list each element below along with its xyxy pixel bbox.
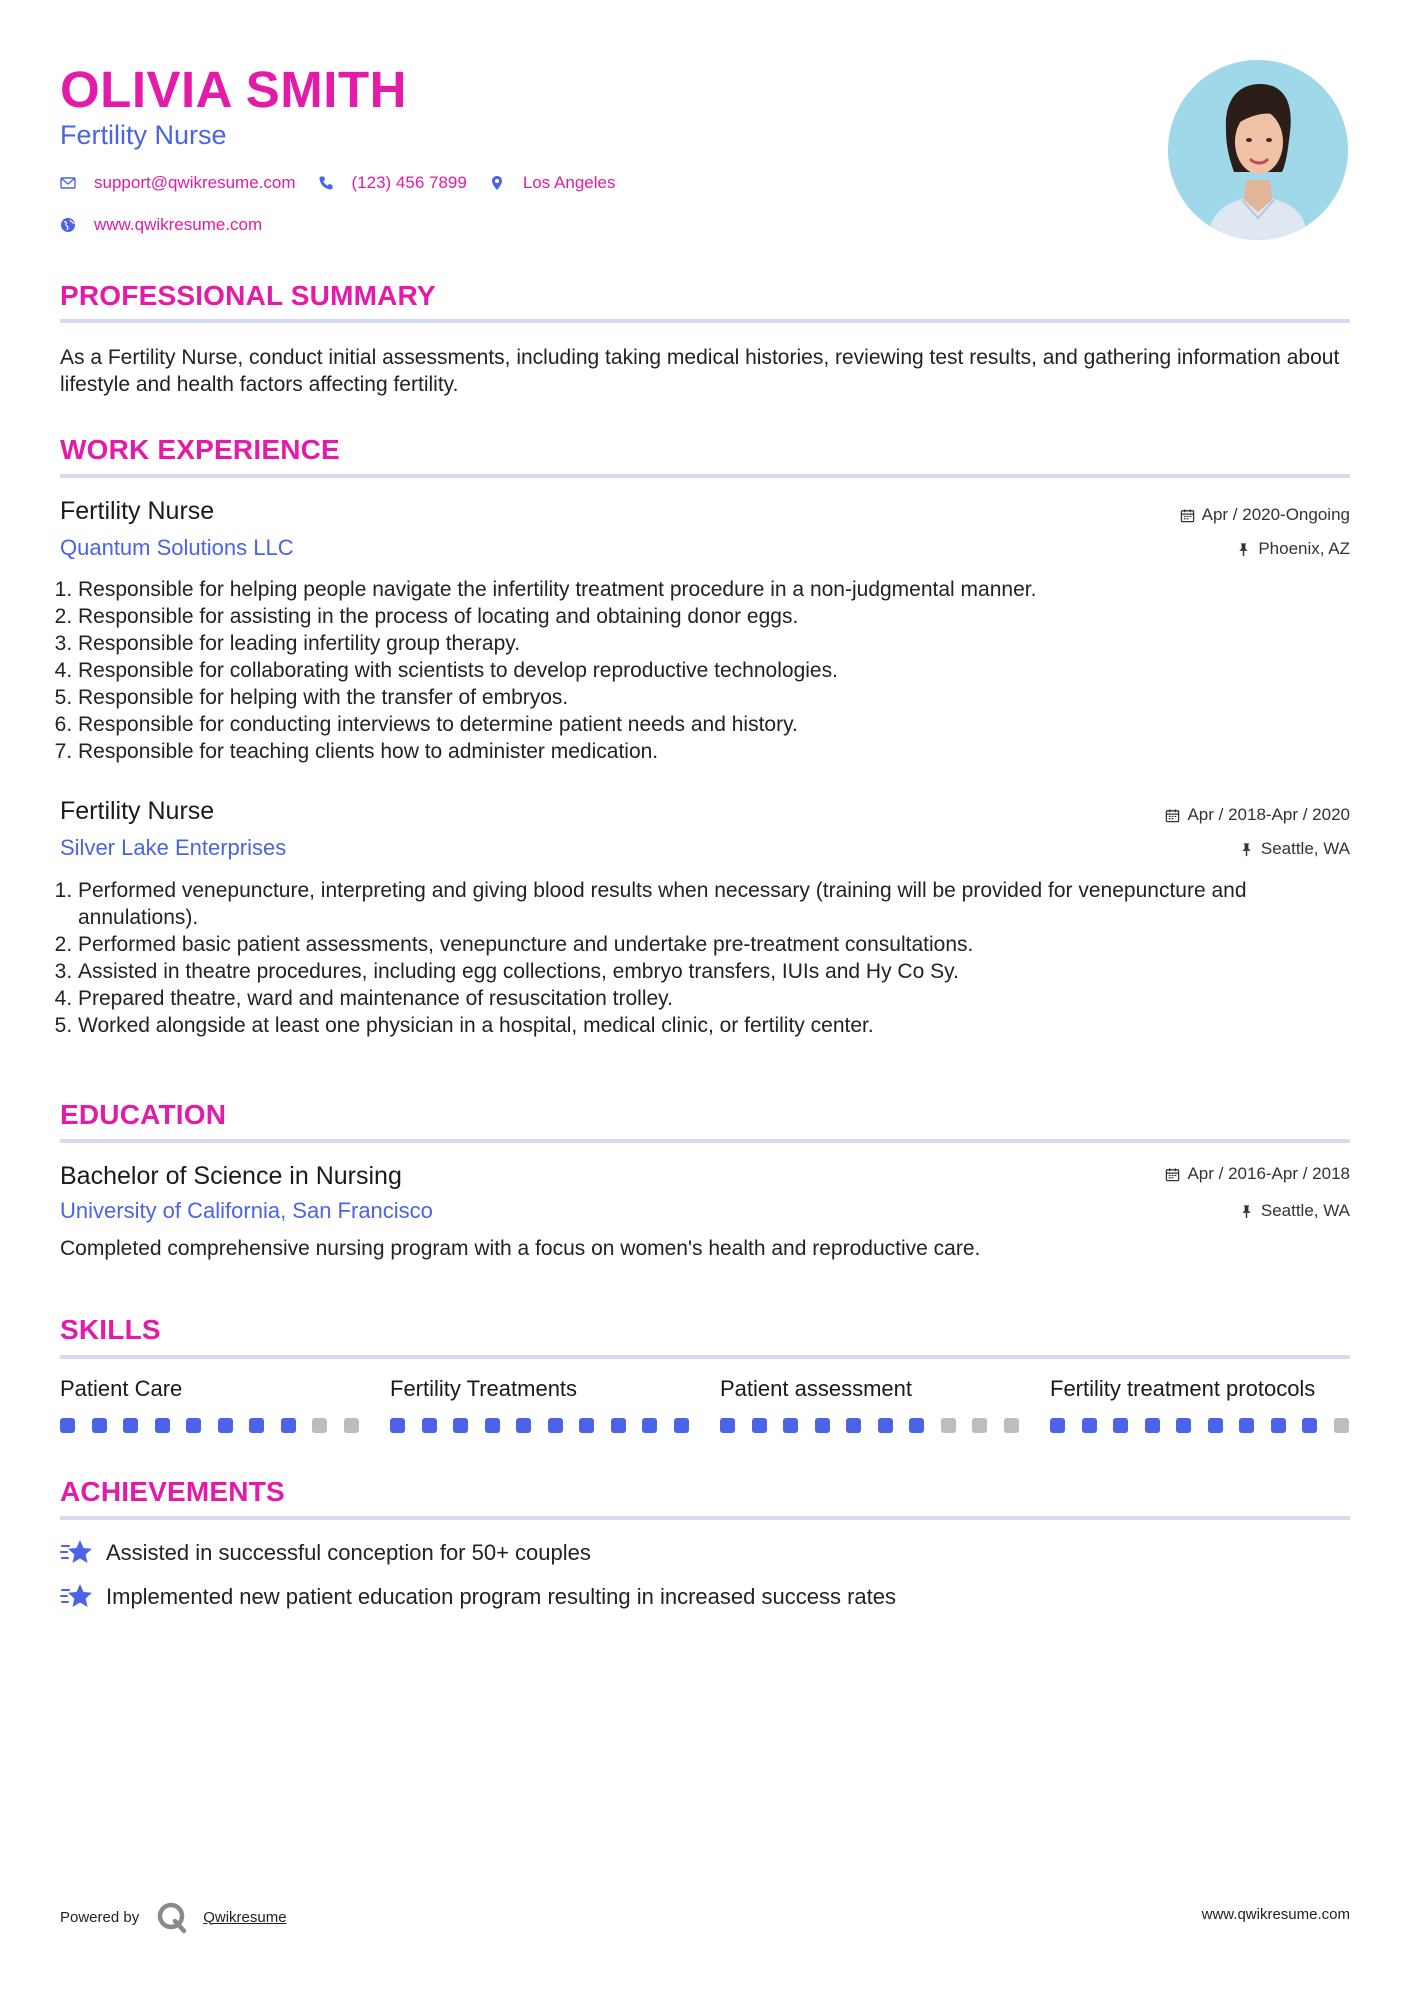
skill-item xyxy=(60,1376,360,1433)
qwikresume-link[interactable]: Qwikresume xyxy=(203,1908,287,1926)
location-text: Los Angeles xyxy=(522,173,616,192)
job-role: Fertility Nurse xyxy=(60,497,215,525)
calendar-icon xyxy=(1165,1167,1180,1182)
list-item: 1. Responsible for helping people navigate the infertility treatment procedure in a non-judgmental manner. xyxy=(78,576,1308,603)
powered-by-label: Powered by xyxy=(60,1908,140,1926)
job-company: Quantum Solutions LLC xyxy=(60,535,294,560)
skill-item xyxy=(720,1376,1020,1433)
job-company: Silver Lake Enterprises xyxy=(60,835,287,860)
candidate-name: OLIVIA SMITH xyxy=(60,61,407,118)
job-dates-text: Apr / 2018-Apr / 2020 xyxy=(1187,805,1350,824)
map-pin-icon xyxy=(489,175,505,191)
list-item: 4. Responsible for collaborating with scientists to develop reproductive technologies. xyxy=(78,657,1308,684)
skill-rating xyxy=(720,1418,1020,1433)
job-dates xyxy=(1180,505,1350,525)
rating-dot-filled xyxy=(390,1418,405,1433)
email-item[interactable] xyxy=(60,173,296,193)
pushpin-icon xyxy=(1239,842,1254,857)
list-item: 2. Responsible for assisting in the process of locating and obtaining donor eggs. xyxy=(78,603,1308,630)
education-heading: EDUCATION xyxy=(60,1099,227,1130)
rating-dot-filled xyxy=(249,1418,264,1433)
list-item: 3. Responsible for leading infertility group therapy. xyxy=(78,630,1308,657)
resume-page xyxy=(60,0,1350,1990)
skills-heading: SKILLS xyxy=(60,1314,161,1345)
rating-dot-filled xyxy=(579,1418,594,1433)
rating-dot-filled xyxy=(720,1418,735,1433)
rating-dot-filled xyxy=(155,1418,170,1433)
rating-dot-empty xyxy=(312,1418,327,1433)
job-bullets xyxy=(60,576,1308,765)
skill-name: Fertility Treatments xyxy=(390,1376,578,1401)
education-degree: Bachelor of Science in Nursing xyxy=(60,1162,402,1190)
rating-dot-empty xyxy=(941,1418,956,1433)
contact-row-2 xyxy=(60,215,284,235)
rating-dot-empty xyxy=(972,1418,987,1433)
rating-dot-filled xyxy=(611,1418,626,1433)
rating-dot-filled xyxy=(674,1418,689,1433)
qwikresume-logo-icon xyxy=(155,1900,189,1934)
list-item: 4. Prepared theatre, ward and maintenance of resuscitation trolley. xyxy=(78,985,1308,1012)
list-item: 6. Responsible for conducting interviews to determine patient needs and history. xyxy=(78,711,1308,738)
footer-website[interactable]: www.qwikresume.com xyxy=(1201,1906,1350,1923)
rating-dot-filled xyxy=(186,1418,201,1433)
rating-dot-filled xyxy=(1050,1418,1065,1433)
rating-dot-filled xyxy=(846,1418,861,1433)
phone-icon xyxy=(318,175,334,191)
rating-dot-filled xyxy=(1176,1418,1191,1433)
rating-dot-filled xyxy=(453,1418,468,1433)
summary-divider xyxy=(60,319,1350,323)
envelope-icon xyxy=(60,175,76,191)
candidate-title: Fertility Nurse xyxy=(60,120,227,150)
education-dates-text: Apr / 2016-Apr / 2018 xyxy=(1187,1164,1350,1183)
skill-item xyxy=(390,1376,690,1433)
globe-icon xyxy=(60,217,76,233)
list-item: 3. Assisted in theatre procedures, including egg collections, embryo transfers, IUIs and Hy Co Sy. xyxy=(78,958,1308,985)
education-school: University of California, San Francisco xyxy=(60,1198,433,1223)
education-location xyxy=(1239,1201,1350,1221)
rating-dot-filled xyxy=(60,1418,75,1433)
website-text: www.qwikresume.com xyxy=(94,215,263,234)
list-item: 2. Performed basic patient assessments, venepuncture and undertake pre-treatment consultations. xyxy=(78,931,1308,958)
achievements-divider xyxy=(60,1516,1350,1520)
job-location xyxy=(1236,539,1350,559)
rating-dot-filled xyxy=(752,1418,767,1433)
skill-name: Patient assessment xyxy=(720,1376,912,1401)
education-location-text: Seattle, WA xyxy=(1260,1201,1350,1220)
achievement-item xyxy=(60,1582,896,1612)
summary-text: As a Fertility Nurse, conduct initial assessments, including taking medical histories, reviewing test results, and gathering information about lifestyle and health factors affecting fertility. xyxy=(60,346,1340,396)
star-icon xyxy=(60,1538,94,1568)
rating-dot-filled xyxy=(218,1418,233,1433)
pushpin-icon xyxy=(1239,1204,1254,1219)
pushpin-icon xyxy=(1236,542,1251,557)
job-bullets xyxy=(60,877,1308,1039)
star-icon xyxy=(60,1582,94,1612)
rating-dot-filled xyxy=(909,1418,924,1433)
rating-dot-empty xyxy=(344,1418,359,1433)
rating-dot-filled xyxy=(1208,1418,1223,1433)
achievement-item xyxy=(60,1538,591,1568)
phone-text: (123) 456 7899 xyxy=(351,173,467,192)
skill-name: Fertility treatment protocols xyxy=(1050,1376,1316,1401)
rating-dot-filled xyxy=(422,1418,437,1433)
rating-dot-filled xyxy=(516,1418,531,1433)
rating-dot-filled xyxy=(485,1418,500,1433)
list-item: 1. Performed venepuncture, interpreting and giving blood results when necessary (training will be provided for venepuncture and annulations). xyxy=(78,877,1308,931)
avatar-illustration xyxy=(1168,60,1348,240)
footer-branding xyxy=(60,1900,287,1934)
rating-dot-filled xyxy=(92,1418,107,1433)
list-item: 7. Responsible for teaching clients how to administer medication. xyxy=(78,738,1308,765)
phone-item[interactable] xyxy=(318,173,467,193)
rating-dot-filled xyxy=(642,1418,657,1433)
achievement-text: Assisted in successful conception for 50+ couples xyxy=(106,1540,591,1565)
location-item xyxy=(489,173,616,193)
rating-dot-filled xyxy=(1082,1418,1097,1433)
skill-rating xyxy=(390,1418,690,1433)
job-location-text: Seattle, WA xyxy=(1260,839,1350,858)
skill-name: Patient Care xyxy=(60,1376,183,1401)
skills-divider xyxy=(60,1355,1350,1359)
achievement-text: Implemented new patient education program resulting in increased success rates xyxy=(106,1584,896,1609)
achievements-heading: ACHIEVEMENTS xyxy=(60,1476,285,1507)
rating-dot-filled xyxy=(815,1418,830,1433)
list-item: 5. Worked alongside at least one physician in a hospital, medical clinic, or fertility center. xyxy=(78,1012,1308,1039)
rating-dot-filled xyxy=(1239,1418,1254,1433)
calendar-icon xyxy=(1165,808,1180,823)
work-divider xyxy=(60,474,1350,478)
job-location-text: Phoenix, AZ xyxy=(1258,539,1350,558)
rating-dot-empty xyxy=(1334,1418,1349,1433)
rating-dot-filled xyxy=(123,1418,138,1433)
skill-item xyxy=(1050,1376,1350,1433)
job-location xyxy=(1239,839,1350,859)
summary-heading: PROFESSIONAL SUMMARY xyxy=(60,280,436,311)
rating-dot-filled xyxy=(878,1418,893,1433)
skill-rating xyxy=(1050,1418,1350,1433)
list-item: 5. Responsible for helping with the transfer of embryos. xyxy=(78,684,1308,711)
rating-dot-filled xyxy=(1302,1418,1317,1433)
job-dates xyxy=(1165,805,1350,825)
rating-dot-filled xyxy=(548,1418,563,1433)
website-item[interactable] xyxy=(60,215,262,235)
contact-row xyxy=(60,173,637,193)
rating-dot-filled xyxy=(1145,1418,1160,1433)
rating-dot-filled xyxy=(1113,1418,1128,1433)
job-role: Fertility Nurse xyxy=(60,797,215,825)
education-divider xyxy=(60,1139,1350,1143)
education-description: Completed comprehensive nursing program with a focus on women's health and reproductive care. xyxy=(60,1237,981,1260)
skill-rating xyxy=(60,1418,360,1433)
education-dates xyxy=(1165,1164,1350,1184)
rating-dot-filled xyxy=(1271,1418,1286,1433)
rating-dot-filled xyxy=(783,1418,798,1433)
work-heading: WORK EXPERIENCE xyxy=(60,434,340,465)
rating-dot-filled xyxy=(281,1418,296,1433)
job-dates-text: Apr / 2020-Ongoing xyxy=(1201,505,1350,524)
profile-photo xyxy=(1168,60,1348,240)
email-text: support@qwikresume.com xyxy=(94,173,296,192)
calendar-icon xyxy=(1180,508,1195,523)
rating-dot-empty xyxy=(1004,1418,1019,1433)
